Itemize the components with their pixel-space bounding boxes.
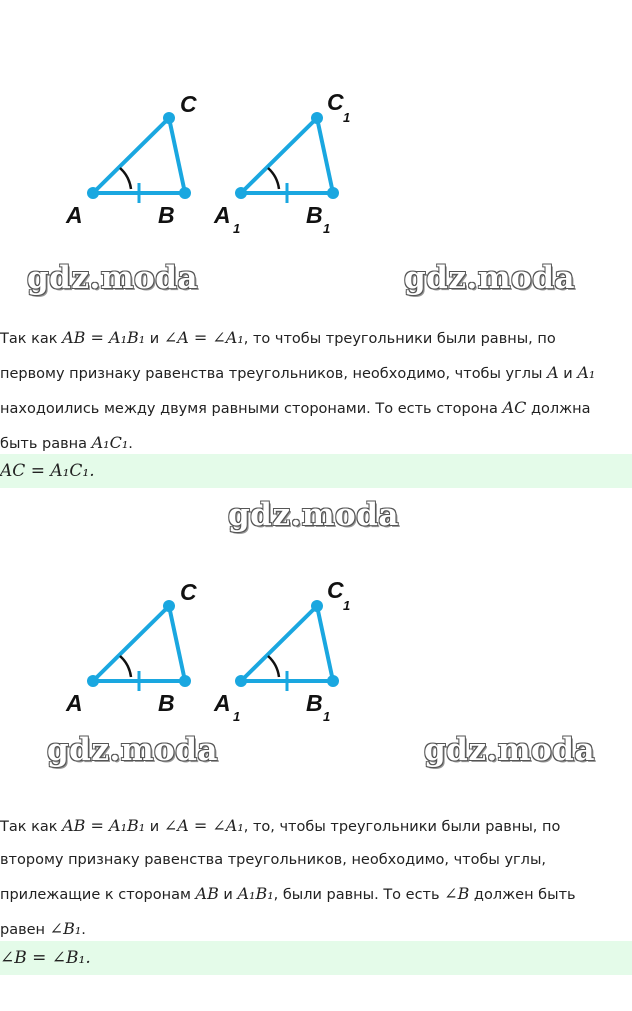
watermark: gdz.moda <box>27 260 198 296</box>
math: ∠A = ∠A₁ <box>163 816 244 835</box>
triangles-drawing <box>0 573 632 723</box>
vertex-b1 <box>327 675 339 687</box>
math: A₁ <box>577 363 596 382</box>
explanation-paragraph-1 <box>0 321 628 461</box>
text: , то чтобы треугольники были равны, по <box>243 331 556 347</box>
vertex-a <box>87 675 99 687</box>
label-c1-sub: 1 <box>343 110 351 125</box>
text: прилежащие к сторонам <box>0 887 196 903</box>
angle-arc-a <box>120 656 131 677</box>
label-a1: A <box>214 690 231 716</box>
label-c: C <box>180 91 197 117</box>
paragraph-line <box>0 391 628 426</box>
vertex-c <box>163 600 175 612</box>
text: и <box>558 366 578 382</box>
label-a1-sub: 1 <box>233 221 241 235</box>
text: Так как <box>0 819 63 835</box>
watermark: gdz.moda <box>404 260 575 296</box>
label-a: A <box>66 202 83 228</box>
label-c1: C <box>327 577 344 603</box>
math: AC <box>502 398 527 417</box>
watermark: gdz.moda <box>228 497 399 533</box>
label-a1: A <box>214 202 231 228</box>
paragraph-line <box>0 809 628 844</box>
vertex-a1 <box>235 675 247 687</box>
math: ∠B <box>444 884 470 903</box>
triangles-drawing <box>0 85 632 235</box>
paragraph-line <box>0 356 628 391</box>
watermark: gdz.moda <box>424 732 595 768</box>
math: ∠B₁ <box>49 919 82 938</box>
text: . <box>81 922 86 938</box>
label-b1-sub: 1 <box>323 709 331 723</box>
text: быть равна <box>0 436 92 452</box>
angle-arc-a1 <box>268 168 279 189</box>
label-a1-sub: 1 <box>233 709 241 723</box>
result-highlight-2: ∠B = ∠B₁. <box>0 941 632 975</box>
text: первому признаку равенства треугольников, необходимо, чтобы углы <box>0 366 548 382</box>
label-b: B <box>158 202 175 228</box>
triangles-figure-2 <box>0 573 632 723</box>
label-b1-sub: 1 <box>323 221 331 235</box>
triangle-a1b1c1 <box>241 606 333 681</box>
text: , были равны. То есть <box>273 887 445 903</box>
vertex-c1 <box>311 112 323 124</box>
math: AB = A₁B₁ <box>62 816 146 835</box>
text: и <box>218 887 238 903</box>
math: AB <box>195 884 219 903</box>
label-c1-sub: 1 <box>343 598 351 613</box>
paragraph-line <box>0 321 628 356</box>
angle-arc-a <box>120 168 131 189</box>
text: равен <box>0 922 50 938</box>
text: должен быть <box>469 887 576 903</box>
triangle-a1b1c1 <box>241 118 333 193</box>
text: . <box>128 436 133 452</box>
vertex-b1 <box>327 187 339 199</box>
watermark: gdz.moda <box>47 732 218 768</box>
paragraph-line <box>0 844 628 877</box>
label-b: B <box>158 690 175 716</box>
vertex-c <box>163 112 175 124</box>
text: , то, чтобы треугольники были равны, по <box>243 819 561 835</box>
text: второму признаку равенства треугольников, необходимо, чтобы углы, <box>0 852 547 868</box>
label-a: A <box>66 690 83 716</box>
paragraph-line <box>0 877 628 912</box>
text: и <box>145 819 164 835</box>
math: A <box>547 363 559 382</box>
math: A₁C₁ <box>91 433 129 452</box>
vertex-b <box>179 675 191 687</box>
explanation-paragraph-2 <box>0 809 628 947</box>
vertex-a <box>87 187 99 199</box>
text: Так как <box>0 331 63 347</box>
text: находоились между двумя равными сторонами. То есть сторона <box>0 401 503 417</box>
text: и <box>145 331 164 347</box>
math: ∠A = ∠A₁ <box>163 328 244 347</box>
result-highlight-1: AC = A₁C₁. <box>0 454 632 488</box>
text: должна <box>526 401 591 417</box>
vertex-a1 <box>235 187 247 199</box>
label-c1: C <box>327 89 344 115</box>
triangles-figure-1 <box>0 85 632 235</box>
vertex-c1 <box>311 600 323 612</box>
triangle-abc <box>93 118 185 193</box>
triangle-abc <box>93 606 185 681</box>
math: AB = A₁B₁ <box>62 328 146 347</box>
angle-arc-a1 <box>268 656 279 677</box>
label-c: C <box>180 579 197 605</box>
label-b1: B <box>306 690 323 716</box>
label-b1: B <box>306 202 323 228</box>
vertex-b <box>179 187 191 199</box>
math: A₁B₁ <box>237 884 274 903</box>
